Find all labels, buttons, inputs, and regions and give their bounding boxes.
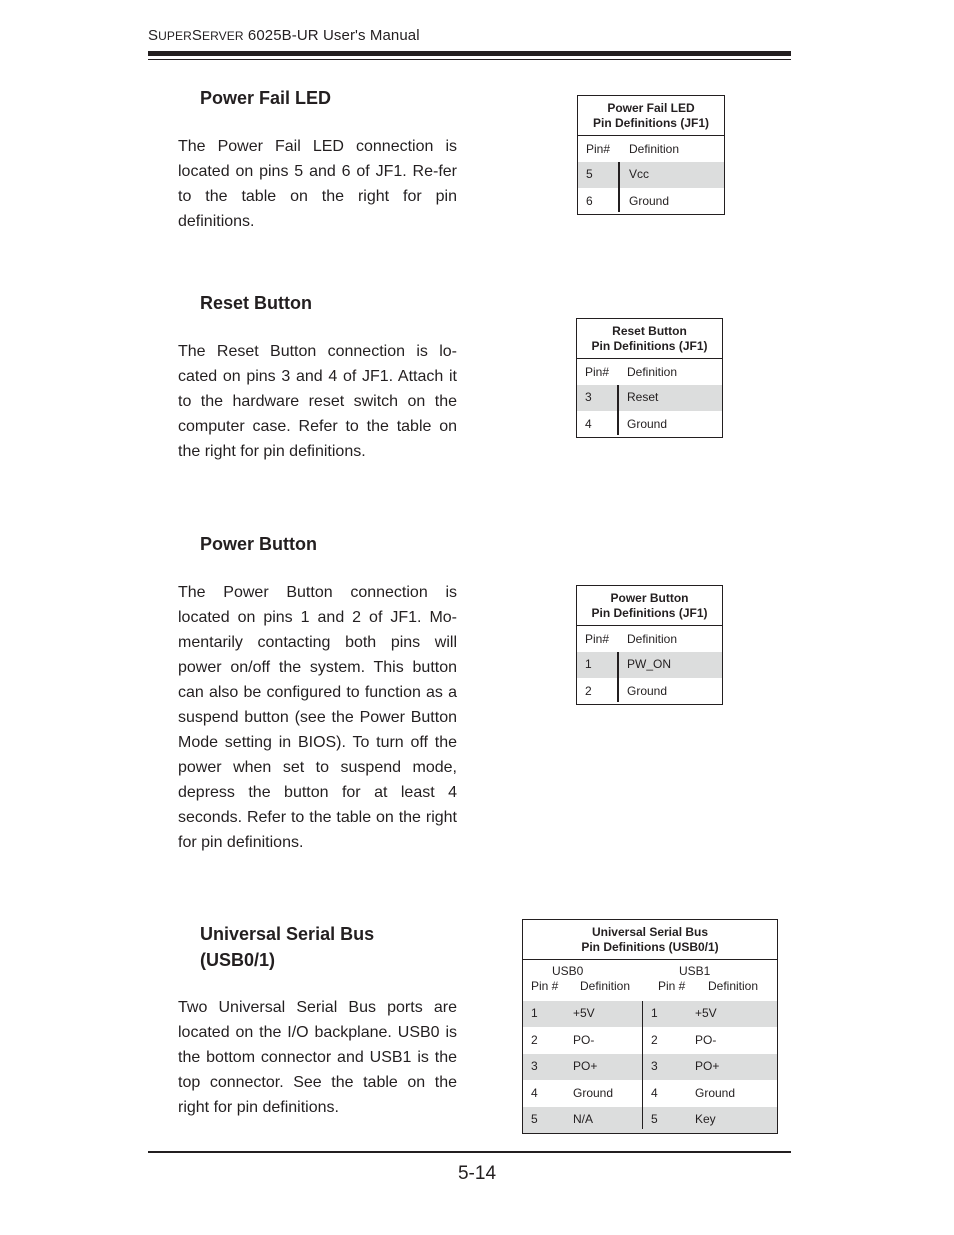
reset-body: The Reset Button connection is lo-cated on pins 3 and 4 of JF1. Attach it to the hardware reset switch on the computer case. Refer to the table on the right for pin definitions. [178, 343, 457, 460]
header-s1: S [148, 27, 159, 44]
header-rest: 6025B-UR User's Manual [243, 27, 420, 44]
table-title: Power Button Pin Definitions (JF1) [577, 586, 722, 626]
usb-table [522, 919, 778, 1134]
table-row: 4 Ground 4 Ground [523, 1080, 777, 1107]
power-button-body: The Power Button connection is located on pins 1 and 2 of JF1. Mo-mentarily contacting both pins will power on/off the system. This button can also be configured to function as a suspend button (see the Power Button Mode setting in BIOS). To turn off the power when set to suspend mode, depress the button for at least 4 seconds. Refer to the table on the right for pin definitions. [178, 584, 457, 851]
power-fail-heading: Power Fail LED [200, 88, 332, 108]
table-header: Pin# Definition [586, 142, 680, 156]
reset-heading: Reset Button [200, 293, 312, 313]
table-divider [617, 652, 619, 702]
table-row: 2 Ground [577, 678, 722, 705]
table-divider [618, 162, 620, 212]
table-row: 4 Ground [577, 411, 722, 438]
table-row: 1 PW_ON [577, 651, 722, 678]
table-header: USB0 USB1 Pin # Definition Pin # Definition [531, 964, 759, 993]
power-fail-table [577, 95, 725, 215]
table-title: Universal Serial Bus Pin Definitions (USB0/1) [523, 920, 777, 960]
table-header: Pin# Definition [585, 632, 678, 646]
table-row: 3 Reset [577, 384, 722, 411]
table-title: Power Fail LED Pin Definitions (JF1) [578, 96, 724, 136]
table-row: 5 N/A 5 Key [523, 1106, 777, 1133]
table-divider [617, 385, 619, 435]
header-rule-thin [148, 59, 791, 60]
table-title: Reset Button Pin Definitions (JF1) [577, 319, 722, 359]
table-row: 6 Ground [578, 188, 724, 215]
table-divider [642, 1001, 643, 1129]
table-row: 3 PO+ 3 PO+ [523, 1053, 777, 1080]
table-header: Pin# Definition [585, 365, 678, 379]
power-fail-body: The Power Fail LED connection is located on pins 5 and 6 of JF1. Re-fer to the table on the right for pin definitions. [178, 138, 457, 230]
header-small1: UPER [158, 29, 192, 43]
usb-heading: Universal Serial Bus (USB0/1) [200, 924, 375, 970]
page-header-title [148, 27, 420, 44]
table-row: 5 Vcc [578, 161, 724, 188]
table-row: 2 PO- 2 PO- [523, 1027, 777, 1054]
page-number: 5-14 [457, 1163, 497, 1184]
usb-body: Two Universal Serial Bus ports are located on the I/O backplane. USB0 is the bottom connector and USB1 is the top connector. See the table on the right for pin definitions. [178, 999, 457, 1116]
power-button-table [576, 585, 723, 705]
footer-rule [148, 1151, 791, 1153]
power-button-heading: Power Button [200, 534, 317, 554]
header-s2: S [191, 27, 202, 44]
header-rule-thick [148, 51, 791, 56]
table-row: 1 +5V 1 +5V [523, 1000, 777, 1027]
reset-table [576, 318, 723, 438]
header-small2: ERVER [201, 29, 244, 43]
